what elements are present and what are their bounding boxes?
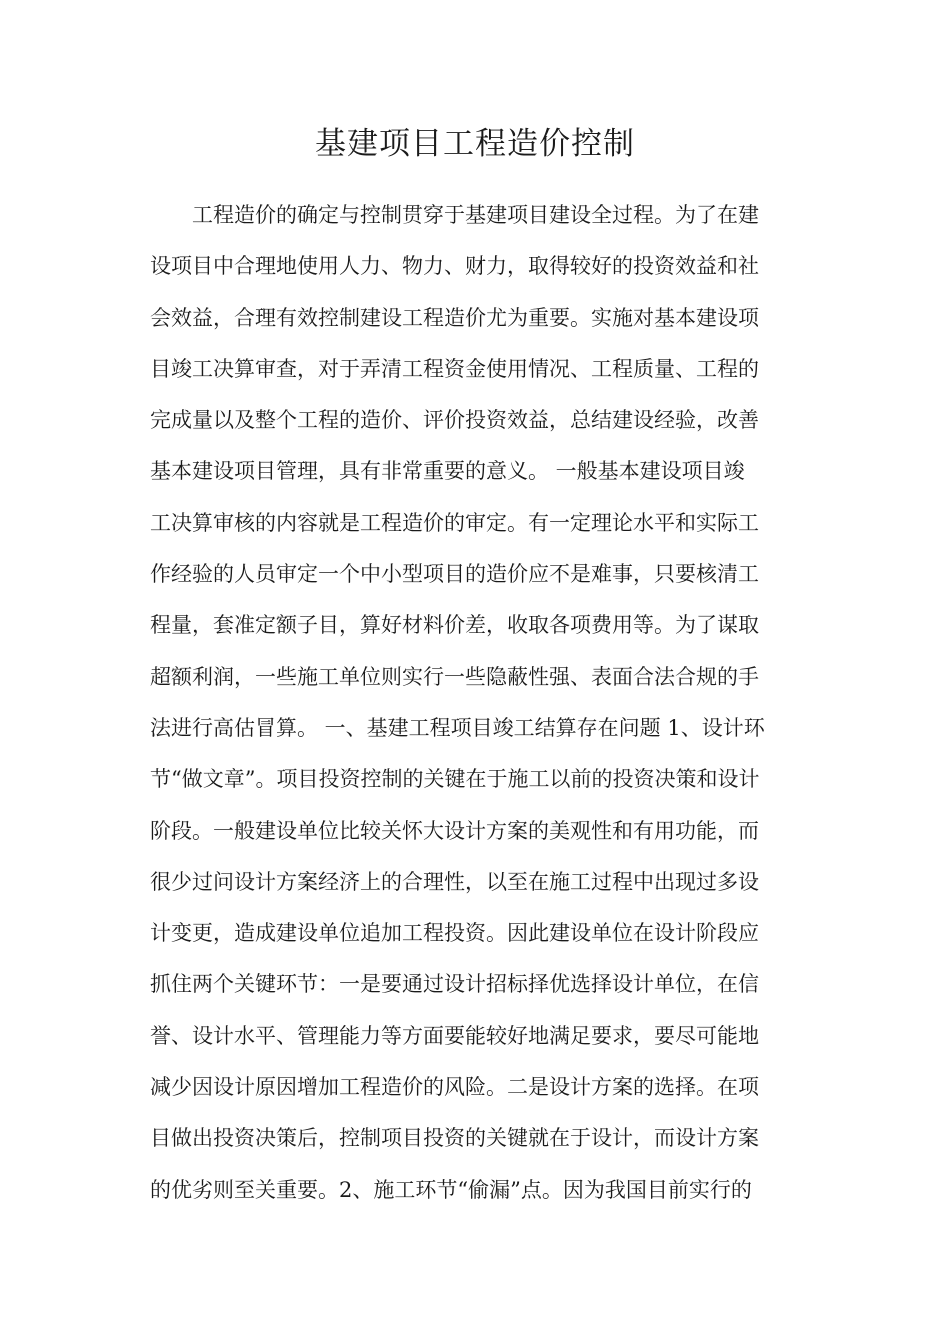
body-line: 计变更，造成建设单位追加工程投资。因此建设单位在设计阶段应	[150, 921, 759, 946]
body-line: 阶段。一般建设单位比较关怀大设计方案的美观性和有用功能，而	[150, 818, 759, 843]
body-line: 完成量以及整个工程的造价、评价投资效益，总结建设经验，改善	[150, 408, 759, 433]
body-line: 抓住两个关键环节：一是要通过设计招标择优选择设计单位，在信	[150, 972, 759, 997]
body-line: 设项目中合理地使用人力、物力、财力，取得较好的投资效益和社	[150, 254, 759, 279]
body-line: 工决算审核的内容就是工程造价的审定。有一定理论水平和实际工	[150, 510, 759, 535]
body-line: 作经验的人员审定一个中小型项目的造价应不是难事，只要核清工	[150, 562, 759, 587]
body-line: 法进行高估冒算。 一、基建工程项目竣工结算存在问题 1、设计环	[150, 715, 765, 740]
body-line: 会效益，合理有效控制建设工程造价尤为重要。实施对基本建设项	[150, 305, 759, 330]
body-line: 目做出投资决策后，控制项目投资的关键就在于设计，而设计方案	[150, 1126, 759, 1151]
body-line: 的优劣则至关重要。2、施工环节“偷漏”点。因为我国目前实行的	[150, 1177, 752, 1202]
body-line: 基本建设项目管理，具有非常重要的意义。 一般基本建设项目竣	[150, 459, 745, 484]
document-body	[150, 190, 810, 1216]
body-line: 很少过问设计方案经济上的合理性，以至在施工过程中出现过多设	[150, 869, 759, 894]
body-line: 程量，套准定额子目，算好材料价差，收取各项费用等。为了谋取	[150, 613, 759, 638]
body-line: 誉、设计水平、管理能力等方面要能较好地满足要求，要尽可能地	[150, 1023, 759, 1048]
document-title: 基建项目工程造价控制	[315, 126, 635, 162]
body-line: 工程造价的确定与控制贯穿于基建项目建设全过程。为了在建	[192, 203, 759, 227]
body-line: 减少因设计原因增加工程造价的风险。二是设计方案的选择。在项	[150, 1075, 759, 1100]
body-line: 目竣工决算审查，对于弄清工程资金使用情况、工程质量、工程的	[150, 356, 759, 381]
body-line: 节“做文章”。项目投资控制的关键在于施工以前的投资决策和设计	[150, 767, 760, 792]
body-line: 超额利润，一些施工单位则实行一些隐蔽性强、表面合法合规的手	[150, 664, 759, 689]
